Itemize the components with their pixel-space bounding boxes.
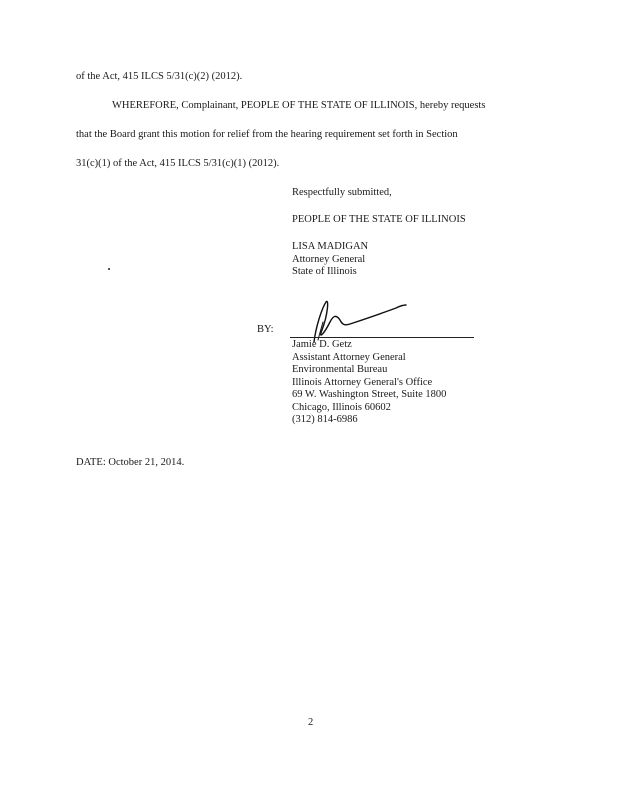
party-name: PEOPLE OF THE STATE OF ILLINOIS <box>292 214 466 225</box>
city-address: Chicago, Illinois 60602 <box>292 401 391 413</box>
body-line-3: that the Board grant this motion for relief from the hearing requirement set forth in Section <box>76 129 458 140</box>
body-line-1: of the Act, 415 ILCS 5/31(c)(2) (2012). <box>76 71 243 82</box>
by-label: BY: <box>257 324 274 335</box>
signer-name: Jamie D. Getz <box>292 339 352 350</box>
ag-title: Attorney General <box>292 253 366 265</box>
phone-number: (312) 814-6986 <box>292 414 358 425</box>
signer-title: Assistant Attorney General <box>292 351 406 363</box>
street-address: 69 W. Washington Street, Suite 1800 <box>292 389 447 400</box>
signature-line <box>290 337 474 338</box>
scan-speck <box>108 268 110 270</box>
respectfully-submitted: Respectfully submitted, <box>292 187 392 198</box>
ag-name: LISA MADIGAN <box>292 241 369 252</box>
body-line-2: WHEREFORE, Complainant, PEOPLE OF THE STATE OF ILLINOIS, hereby requests <box>112 100 486 111</box>
attorney-general-block <box>292 241 368 279</box>
ag-state: State of Illinois <box>292 266 357 277</box>
signer-block <box>292 339 446 427</box>
date-line: DATE: October 21, 2014. <box>76 457 185 468</box>
body-line-4: 31(c)(1) of the Act, 415 ILCS 5/31(c)(1) (2012). <box>76 158 280 169</box>
page-number: 2 <box>308 717 314 728</box>
office: Illinois Attorney General's Office <box>292 376 433 388</box>
bureau: Environmental Bureau <box>292 364 388 375</box>
